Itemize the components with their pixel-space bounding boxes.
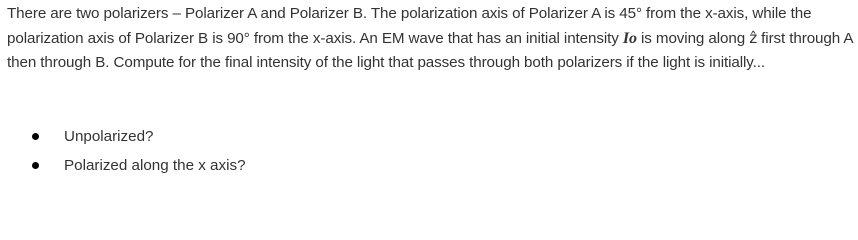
initial-intensity-symbol: Io: [622, 30, 637, 47]
z-hat-symbol: ẑ: [749, 29, 758, 47]
question-text-2: is moving along: [636, 30, 750, 47]
case-label: Polarized along the x axis?: [64, 157, 246, 174]
question-text-1: There are two polarizers – Polarizer A and Polarizer B. The polarization axis of Polarizer A is 45° from the x-axis, while the polarization axis of Polarizer B is 90° from the x-axis. An EM wave that has an initial intensity: [7, 5, 812, 47]
question-block: [7, 2, 853, 75]
bullet-icon: [32, 162, 39, 169]
question-paragraph: [7, 2, 853, 75]
list-item-unpolarized: [0, 122, 246, 151]
case-list: [0, 122, 246, 180]
list-item-polarized-x: [0, 151, 246, 180]
question-text-3: first through A then through B. Compute for the final intensity of the light that passes through both polarizers if the light is initially...: [7, 30, 853, 71]
bullet-icon: [32, 133, 39, 140]
case-label: Unpolarized?: [64, 128, 154, 145]
